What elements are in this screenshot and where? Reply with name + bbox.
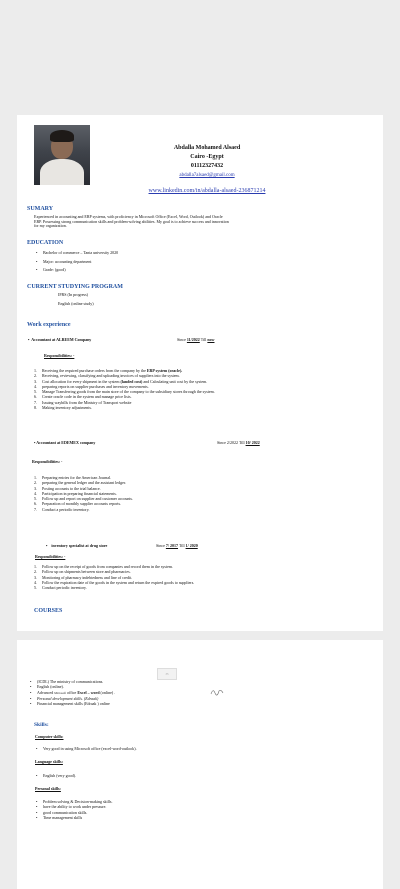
program-item: IFRS (In progress)	[58, 292, 88, 297]
list-item: • Financial management skills (Edraak ) online	[30, 701, 110, 707]
education-heading: EDUCATION	[27, 240, 64, 246]
skill-item: English (very good).	[43, 773, 76, 778]
computer-skills-label: Computer skills:	[35, 734, 64, 739]
list-item: 5. Follow up and report on supplier and customer accounts.	[34, 496, 133, 502]
education-item: Grade: (good)	[43, 267, 66, 272]
program-item: English (online study)	[58, 301, 94, 306]
list-item: 3. Monitoring of pharmacy indebtedness and line of credit.	[34, 574, 133, 580]
duty-text: Monitoring of pharmacy indebtedness and line of credit.	[42, 574, 133, 580]
list-item: 1. Receiving the required purchase orders from the company by the ERP system (oracle).	[34, 368, 183, 373]
duty-text: Receiving the required purchase orders from the company by the	[42, 368, 147, 373]
personal-skills-label: Personal skills:	[35, 786, 61, 791]
course-text: (online) .	[100, 689, 116, 695]
list-item: • Major: accounting department	[36, 258, 92, 264]
duty-text: Preparation of monthly supplier accounts reports.	[42, 501, 122, 507]
duty-text: Participation in preparing financial statements.	[42, 490, 117, 496]
education-item: Bachelor of commerce – Tanta university 2020	[43, 250, 119, 255]
job2-dates	[217, 440, 260, 445]
list-item: • English (very good).	[36, 773, 76, 778]
job2-responsibilities-label: Responsibilities: -	[32, 459, 63, 464]
till-date: now	[207, 337, 215, 342]
profile-photo	[34, 125, 90, 185]
course-text: office	[67, 689, 77, 695]
duty-text: and Calculating unit cost by the system.	[142, 378, 208, 384]
courses-list	[28, 679, 278, 706]
list-item: 2. Follow up on shipments between store and pharmacies.	[34, 569, 131, 575]
since-date: 2/2022	[226, 440, 239, 445]
duty-text: Create oracle code in the system and manage price lists.	[42, 394, 132, 400]
linkedin-link[interactable]: www.linkedin.com/in/abdalla-alsaed-236871214	[148, 188, 266, 194]
list-item: • Grade: (good)	[36, 267, 66, 272]
job1-responsibilities-label: Responsibilities: -	[44, 353, 75, 358]
summary-line: ERP. Possessing strong communication skills and problem-solving abilities. My goal is to achieve success and innovation	[34, 218, 229, 224]
list-item: • Time management skills	[36, 814, 83, 820]
duty-text: Making inventory adjustments.	[42, 405, 92, 411]
since-date: 11/2022	[186, 337, 200, 342]
current-program-heading: CURRENT STUDYING PROGRAM	[27, 284, 123, 290]
course-text: Advanced	[37, 689, 54, 695]
stamp-image: ▭	[157, 668, 177, 680]
list-item: 6. Preparation of monthly supplier accounts reports.	[34, 501, 122, 507]
duty-text: Follow up on shipments between store and pharmacies.	[42, 569, 131, 575]
till-date: 1/ 2020	[185, 543, 198, 548]
summary-text	[34, 214, 374, 228]
job-title-text: inventory specialist at drug store	[51, 543, 108, 548]
work-heading: Work experience	[27, 322, 71, 328]
list-item: 2. Receiving, reviewing, classifying and uploading invoices of suppliers into the system.	[34, 373, 180, 379]
skill-item: Time management skills	[43, 814, 83, 820]
list-item: 8. Making inventory adjustments.	[34, 405, 92, 411]
list-item: 1. Follow up on the receipt of goods from companies and record them in the system.	[34, 564, 173, 569]
course-item: Personal development skills. (Edraak)	[37, 695, 99, 701]
course-item: (ICDL) The ministry of communications.	[37, 679, 104, 684]
job3-title: • inventory specialist at drug store	[46, 543, 108, 548]
computer-skills-list	[34, 746, 284, 751]
since-date: 7/ 2017	[165, 543, 179, 548]
duty-text: preparing the general ledger and the assistant ledger.	[42, 480, 126, 486]
summary-heading: SUMARY	[27, 206, 54, 212]
candidate-phone: 01112327432	[190, 163, 224, 169]
job1-duties	[34, 368, 374, 410]
duty-text: Follow the expiration date of the goods in the system and return the expired goods to suppliers.	[42, 579, 195, 585]
education-item: Major: accounting department	[43, 258, 92, 264]
since-label: Since	[217, 440, 226, 445]
job-title-text: Accountant at ALREEM Company	[31, 337, 92, 342]
duty-text: Follow up on the receipt of goods from companies and record them in the system.	[42, 564, 173, 569]
candidate-name: Abdalla Mohamed Alsaed	[173, 145, 241, 151]
candidate-email[interactable]: abdalla7alsaed@gmail.com	[179, 173, 235, 178]
duty-text: Follow up and report on supplier and customer accounts.	[42, 496, 133, 502]
list-item: • have the ability to work under pressure.	[36, 804, 107, 810]
list-item: • Problem solving & Decision-making skills.	[36, 799, 113, 804]
duty-text: Issuing waybills from the Ministry of Transport website	[42, 399, 132, 405]
language-skills-label: Language skills:	[35, 759, 63, 764]
duty-bold: (landed cost)	[120, 378, 143, 384]
list-item: 3. Cost allocation for every shipment in the system (landed cost) and Calculating unit cost by the system.	[34, 378, 208, 384]
list-item: 1. Preparing entries for the American Journal.	[34, 475, 112, 480]
duty-text: Preparing entries for the American Journal.	[42, 475, 112, 480]
job1-dates	[177, 337, 214, 342]
duty-text: Conduct periodic inventory.	[42, 585, 87, 591]
list-item: 6. Create oracle code in the system and manage price lists.	[34, 394, 132, 400]
skill-item: Problem solving & Decision-making skills.	[43, 799, 113, 804]
course-item: English (online).	[37, 684, 64, 690]
job2-duties	[34, 475, 374, 512]
since-label: Since	[156, 543, 165, 548]
list-item: 4. Follow the expiration date of the goods in the system and return the expired goods to suppliers.	[34, 579, 195, 585]
resume-page-2	[17, 640, 383, 889]
duty-text: Manage Transferring goods from the main store of the company to the subsidiary stores through the system.	[42, 389, 215, 395]
duty-text: preparing reports on supplier purchases and inventory movements.	[42, 383, 149, 389]
course-text: Microsoft	[54, 690, 67, 695]
courses-heading: COURSES	[34, 608, 63, 614]
language-skills-list	[34, 773, 284, 778]
list-item: 4. Participation in preparing financial statements.	[34, 490, 117, 496]
list-item: 4. preparing reports on supplier purchases and inventory movements.	[34, 383, 149, 389]
skills-heading: Skills:	[34, 722, 49, 728]
till-label: Till	[238, 440, 245, 445]
duty-text: Cost allocation for every shipment in the system	[42, 378, 121, 384]
list-item: 5. Manage Transferring goods from the main store of the company to the subsidiary stores through the system.	[34, 389, 215, 395]
duty-bold: ERP system (oracle).	[146, 368, 183, 373]
till-date: 10/ 2022	[245, 440, 260, 445]
list-item: • Personal development skills. (Edraak)	[30, 695, 99, 701]
list-item: 7. Conduct a periodic inventory.	[34, 506, 90, 512]
list-item: 7. Issuing waybills from the Ministry of Transport website	[34, 399, 132, 405]
duty-text: Receiving, reviewing, classifying and uploading invoices of suppliers into the system.	[42, 373, 180, 379]
education-list	[34, 249, 334, 275]
job3-dates	[156, 543, 198, 548]
job1-title: • Accountant at ALREEM Company	[28, 337, 92, 342]
list-item: • (ICDL) The ministry of communications.	[30, 679, 104, 684]
resume-page-1	[17, 115, 383, 631]
course-item: Financial management skills (Edraak ) online	[37, 701, 110, 707]
skill-item: Very good in using Microsoft office (excel-word-outlook).	[43, 746, 137, 751]
job3-responsibilities-label: Responsibilities: -	[35, 554, 66, 559]
till-label: Till	[200, 337, 207, 342]
list-item: • Very good in using Microsoft office (excel-word-outlook).	[36, 746, 137, 751]
list-item: • Advanced Microsoft office Excel – word (online) .	[30, 689, 116, 695]
list-item: 5. Conduct periodic inventory.	[34, 585, 87, 591]
job3-duties	[34, 564, 374, 590]
job-title-text: Accountant at EDEMEX company	[36, 440, 96, 445]
summary-line: for my organization.	[34, 223, 67, 228]
list-item: 3. Posting accounts to the trial balance.	[34, 485, 101, 491]
candidate-location: Cairo -Egypt	[190, 154, 224, 160]
since-label: Since	[177, 337, 186, 342]
duty-text: Posting accounts to the trial balance.	[42, 485, 101, 491]
list-item: 2. preparing the general ledger and the assistant ledger.	[34, 480, 126, 486]
list-item: • Bachelor of commerce – Tanta university 2020	[36, 250, 119, 255]
summary-line: Experienced in accounting and ERP systems, with proficiency in Microsoft Office (Excel, Word, Outlook) and Oracle	[34, 214, 223, 219]
list-item: • good communication skills.	[36, 809, 88, 815]
personal-skills-list	[34, 799, 284, 820]
skill-item: good communication skills.	[43, 809, 88, 815]
job2-title: • Accountant at EDEMEX company	[34, 440, 96, 445]
list-item: • English (online).	[30, 684, 64, 690]
till-label: Till	[178, 543, 185, 548]
skill-item: have the ability to work under pressure.	[43, 804, 107, 810]
course-bold: Excel – word	[77, 689, 100, 695]
duty-text: Conduct a periodic inventory.	[42, 506, 90, 512]
